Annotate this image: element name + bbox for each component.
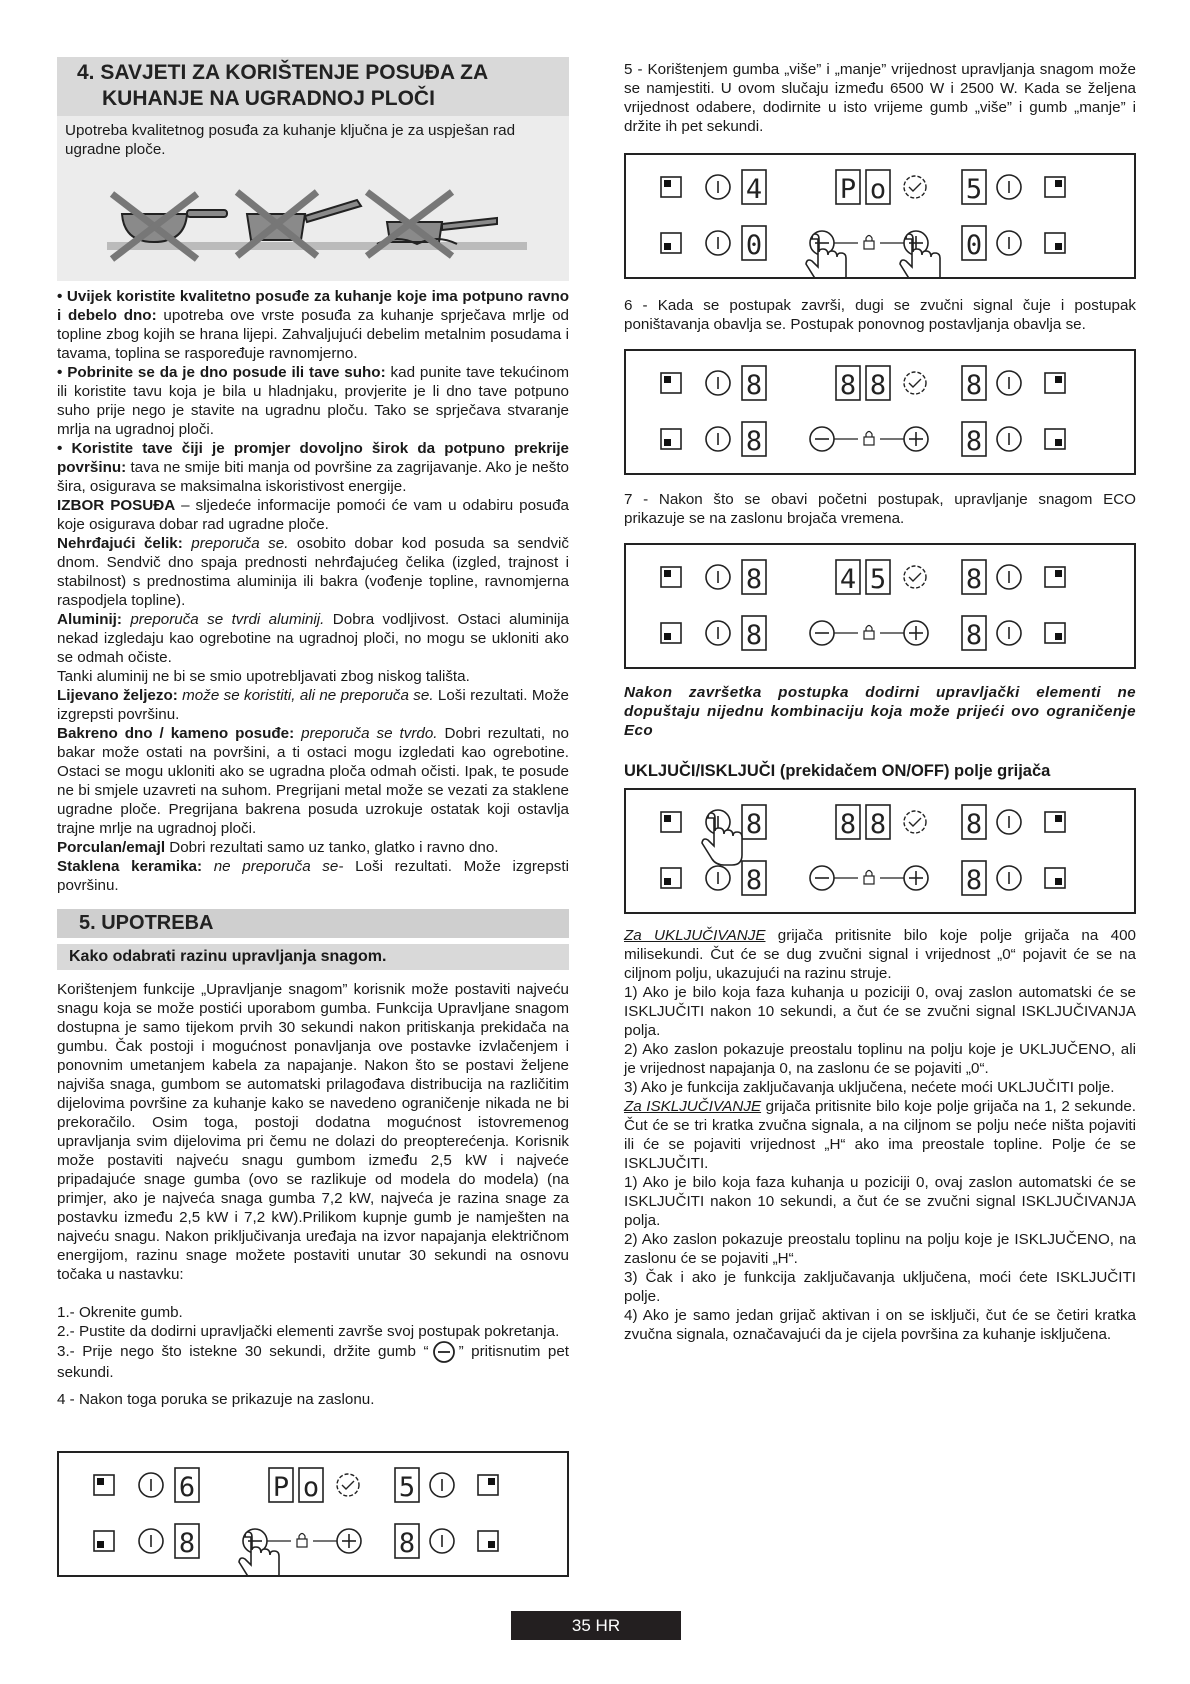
zone-top-left-icon: [94, 1475, 114, 1495]
zone-top-left-icon: [661, 177, 681, 197]
svg-text:o: o: [302, 1472, 320, 1503]
zone-top-left-icon: [661, 812, 681, 832]
plus-button-icon[interactable]: [904, 621, 928, 645]
power-bottom-left-icon[interactable]: [706, 621, 730, 645]
power-top-left-icon[interactable]: [706, 175, 730, 199]
svg-text:8: 8: [839, 370, 857, 401]
svg-text:8: 8: [965, 564, 983, 595]
zone-top-left-icon: [661, 567, 681, 587]
intro-text: Upotreba kvalitetnog posuđa za kuhanje ključna je za uspješan rad ugradne ploče.: [65, 122, 516, 158]
hand-pointer-icon: [702, 813, 742, 865]
zone-top-right-icon: [1045, 567, 1065, 587]
power-bottom-right-icon[interactable]: [997, 427, 1021, 451]
power-top-right-icon[interactable]: [997, 371, 1021, 395]
display-bottom-left: [742, 861, 766, 896]
svg-text:4: 4: [839, 564, 857, 595]
svg-text:8: 8: [965, 809, 983, 840]
control-panel-step7: [624, 543, 1136, 669]
svg-text:8: 8: [178, 1528, 196, 1559]
right-column: 5 - Korištenjem gumba „više” i „manje” vrijednost upravljanja snagom može se namjestiti. U ovom slučaju između 6500 W i 2500 W. Kada se željena vrijednost odabere, dodirnite u isto vrijeme gumb „više” i gumb „manje” i držite ih pet sekundi.: [624, 61, 1136, 135]
zone-top-right-icon: [478, 1475, 498, 1495]
hand-pointer-plus-icon: [900, 234, 940, 277]
lock-icon[interactable]: [864, 871, 874, 885]
display-top-left: [742, 170, 766, 205]
power-top-right-icon[interactable]: [997, 810, 1021, 834]
svg-text:8: 8: [965, 370, 983, 401]
zone-bottom-left-icon: [94, 1531, 114, 1551]
svg-text:8: 8: [965, 620, 983, 651]
control-panel-step6: [624, 349, 1136, 475]
timer-icon[interactable]: [337, 1474, 359, 1496]
display-bottom-right: [962, 422, 986, 457]
svg-text:8: 8: [398, 1528, 416, 1559]
display-center-2: [866, 170, 890, 205]
hand-pointer-minus-icon: [806, 234, 846, 277]
display-top-left: [742, 805, 766, 840]
eco-note: Nakon završetka postupka dodirni upravljački elementi ne dopuštaju nijednu kombinaciju koja može prijeći ovo ograničenje Eco: [624, 684, 1136, 739]
zone-bottom-left-icon: [661, 233, 681, 253]
display-top-right: [962, 805, 986, 840]
svg-text:8: 8: [965, 865, 983, 896]
section-5-subheading: Kako odabrati razinu upravljanja snagom.: [57, 944, 569, 970]
display-center-1: [836, 560, 860, 595]
zone-top-right-icon: [1045, 177, 1065, 197]
timer-icon[interactable]: [904, 372, 926, 394]
display-top-left: [175, 1468, 199, 1503]
control-panel-step4: [57, 1451, 569, 1577]
power-bottom-right-icon[interactable]: [997, 231, 1021, 255]
lock-icon[interactable]: [864, 626, 874, 640]
cookware-illustration: [57, 174, 557, 264]
svg-text:8: 8: [745, 809, 763, 840]
svg-text:8: 8: [745, 564, 763, 595]
hand-pointer-icon: [239, 1532, 279, 1575]
display-top-left: [742, 560, 766, 595]
power-bottom-right-icon[interactable]: [430, 1529, 454, 1553]
power-bottom-left-icon[interactable]: [706, 231, 730, 255]
timer-icon[interactable]: [904, 176, 926, 198]
zone-bottom-left-icon: [661, 623, 681, 643]
zone-bottom-right-icon: [478, 1531, 498, 1551]
display-bottom-right: [962, 226, 986, 261]
display-center-2: [299, 1468, 323, 1503]
minus-button-icon[interactable]: [810, 866, 834, 890]
display-bottom-left: [175, 1524, 199, 1559]
plus-button-icon[interactable]: [904, 866, 928, 890]
control-panel-step5: [624, 153, 1136, 279]
svg-text:o: o: [869, 174, 887, 205]
power-top-right-icon[interactable]: [997, 565, 1021, 589]
timer-icon[interactable]: [904, 811, 926, 833]
power-bottom-left-icon[interactable]: [139, 1529, 163, 1553]
power-bottom-left-icon[interactable]: [706, 866, 730, 890]
power-top-left-icon[interactable]: [706, 371, 730, 395]
svg-text:8: 8: [965, 426, 983, 457]
zone-bottom-left-icon: [661, 429, 681, 449]
display-bottom-left: [742, 422, 766, 457]
svg-text:0: 0: [745, 230, 763, 261]
power-management-text: Korištenjem funkcije „Upravljanje snagom” korisnik može postaviti najveću snagu koja se može postići uporabom gumba. Funkcija Upravljane snagom dostupna je samo tijekom prvih 30 sekundi nakon pritiskanja prekidača na gumbu. Čak postoji i mogućnost ponavljanja ove postavke izvlačenjem i ponovnim umetanjem kabela za napajanje. Nakon što se postavi željene najviša snaga, gumbom se automatski prilagođava distribucija na različitim dijelovima površine za kuhanje kako se navedeno ograničenje nikada ne bi prekoračilo. Osim toga, postoji dodatna mogućnost istovremenog upravljanja svim dijelovima pri čemu ne dolazi do preopterećenja. Korisnik može postaviti najveću snagu gumbom između 2,5 kW i najveće pripadajuće snage gumba (ovo se razlikuje od modela do modela) (na primjer, ako je najveća snaga gumba 7,2 kW, najveća je razina snage za postavku između 2,5 kW i 7,2 kW).Prilikom kupnje gumb je namješten na najveću snagu. Nakon priključivanja uređaja na izvor napajanja električnom energijom, razinu snage možete postaviti unutar 30 sekundi na osnovu točaka u nastavku:: [57, 981, 569, 1283]
power-top-left-icon[interactable]: [706, 565, 730, 589]
intro-box: [57, 116, 569, 281]
on-off-text: Za UKLJUČIVANJE grijača pritisnite bilo koje polje grijača na 400 milisekundi. Čut će se dug zvučni signal i vrijednost „0“ pojavit će se na ciljnom polju, ukazujući na razinu struje. 1) Ako je bilo koja faza kuhanja u poziciji 0, ovaj zaslon automatski će se ISKLJUČITI nakon 10 sekundi, a čut će se zvučni signal ISKLJUČIVANJA polja. 2) Ako zaslon pokazuje preostalu toplinu na polju koje je UKLJUČENO, ali je vrijednost napajanja 0, na zaslonu će se pojaviti „0“. 3) Ako je funkcija zaključavanja uključena, nećete moći UKLJUČITI polje. Za ISKLJUČIVANJE grijača pritisnite bilo koje polje grijača na 1, 2 sekunde. Čut će se tri kratka zvučna signala, a na ciljnom se polju neće ništa pojaviti ili će se pojaviti vrijednost „H“ ako ima preostale topline. Polje će se ISKLJUČITI. 1) Ako je bilo koja faza kuhanja u poziciji 0, ovaj zaslon automatski će se ISKLJUČITI nakon 10 sekundi, a čut će se zvučni signal ISKLJUČIVANJA polja. 2) Ako zaslon pokazuje preostalu toplinu na polju koje je ISKLJUČENO, na zaslonu će se pojaviti „H“. 3) Čak i ako je funkcija zaključavanja uključena, moći ćete ISKLJUČITI polje. 4) Ako je samo jedan grijač aktivan i on se isključi, čut će se četiri kratka zvučna signala, označavajući da je cijela površina za kuhanje isključena.: [624, 927, 1136, 1343]
svg-text:5: 5: [398, 1472, 416, 1503]
lock-icon[interactable]: [297, 1534, 307, 1548]
svg-text:6: 6: [178, 1472, 196, 1503]
display-bottom-left: [742, 226, 766, 261]
minus-icon: [429, 1341, 459, 1363]
zone-bottom-right-icon: [1045, 868, 1065, 888]
display-bottom-right: [962, 861, 986, 896]
display-bottom-left: [742, 616, 766, 651]
svg-text:8: 8: [869, 370, 887, 401]
zone-bottom-right-icon: [1045, 623, 1065, 643]
svg-text:8: 8: [745, 426, 763, 457]
plus-button-icon[interactable]: [904, 427, 928, 451]
timer-icon[interactable]: [904, 566, 926, 588]
display-center-1: [836, 805, 860, 840]
display-top-left: [742, 366, 766, 401]
left-column: 4. SAVJETI ZA KORIŠTENJE POSUĐA ZA KUHANJE NA UGRADNOJ PLOČI Upotreba kvalitetnog posuđa za kuhanje ključna je za uspješan rad ugradne ploče. • Uvijek koristite kvalitetno posuđe za kuhanje koje ima potpuno ravno i debelo dno: upotreba ove vrste posuđa za kuhanje sprječava mrlje od topline zbog kojih se hrana lijepi. Zahvaljujući debelim metalnim posudama i tavama, toplina se raspoređuje ravnomjerno. • Pobrinite se da je dno posude ili tave suho: kad punite tave tekućinom ili koristite tavu koja je bila u hladnjaku, provjerite je li dno tave potpuno suho prije nego je stavite na ugradnu ploču. Tako se sprječava stvaranje mrlja na ugradnoj ploči. • Koristite tave čiji je promjer dovoljno širok da potpuno prekrije površinu: tava ne smije biti manja od površine za zagrijavanje. Ako je nešto šira, osigurava se maksimalna iskoristivost energije. IZBOR POSUĐA – sljedeće informacije pomoći će vam u odabiru posuđa koje osigurava dobar rad ugradne ploče. Nehrđajući čelik: preporuča se. osobito dobar kod posuda sa sendvič dnom. Sendvič dno spaja prednosti nehrđajućeg čelika (izgled, trajnost i stabilnost) s prednostima aluminija ili bakra (vođenje topline, ravnomjerna raspodjela topline). Aluminij: preporuča se tvrdi aluminij. Dobra vodljivost. Ostaci aluminija nekad izgledaju kao ogrebotine na ugradnoj ploči, no mogu se ukloniti ako se odmah očiste. Tanki aluminij ne bi se smio upotrebljavati zbog niskog tališta. Lijevano željezo: može se koristiti, ali ne preporuča se. Loši rezultati. Može izgrepsti površinu. Bakreno dno / kameno posuđe: preporuča se tvrdo. Dobri rezultati, no bakar može ostati na površini, a ti ostaci mogu izgledati kao ogrebotine. Ostaci se mogu ukloniti ako se ugradna ploča odmah očisti. Ipak, te posude ne bi smjele uzavreti na suhom. Pregrijani metal može se vezati za staklene ugradne ploče. Pregrijana bakrena posuda uzrokuje ostatak koji ostavlja trajne mrlje na ugradnoj ploči. Porculan/emajl Dobri rezultati samo uz tanko, glatko i ravno dno. Staklena keramika: ne preporuča se- Loši rezultati. Može izgrepsti površinu. 5. UPOTREBA Kako odabrati razinu upravljanja snagom. Korištenjem funkcije „Upravljanje snagom” korisnik može postaviti najveću snagu koja se može postići uporabom gumba. Funkcija Upravljane snagom dostupna je samo tijekom prvih 30 sekundi nakon pritiskanja prekidača na gumbu. Čak postoji i mogućnost ponavljanja ove postavke izvlačenjem i ponovnim umetanjem kabela za napajanje. Nakon što se postavi željene najviša snaga, gumbom se automatski prilagođava distribucija na različitim dijelovima površine za kuhanje kako se navedeno ograničenje nikada ne bi prekoračilo. Osim toga, postoji dodatna mogućnost istovremenog upravljanja svim dijelovima pri čemu ne dolazi do preopterećenja. Korisnik može postaviti najveću snagu gumbom između 2,5 kW i najveće pripadajuće snage gumba (ovo se razlikuje od modela do modela) (na primjer, ako je najveća snaga gumba 7,2 kW, najveća je razina snage za postavku između 2,5 kW i 7,2 kW).Prilikom kupnje gumb je namješten na najveću snagu. Nakon priključivanja uređaja na izvor napajanja električnom energijom, razinu snage možete postaviti unutar 30 sekundi na osnovu točaka u nastavku: 1.- Okrenite gumb. 2.- Pustite da dodirni upravljački elementi završe svoj postupak pokretanja. 3.- Prije nego što istekne 30 sekundi, držite gumb “ ” pritisnutim pet sekundi. 4 - Nakon toga poruka se prikazuje na zaslonu.: [57, 57, 569, 1409]
svg-text:8: 8: [869, 809, 887, 840]
plus-button-icon[interactable]: [337, 1529, 361, 1553]
display-center-1: [836, 366, 860, 401]
power-top-left-icon[interactable]: [139, 1473, 163, 1497]
display-top-right: [395, 1468, 419, 1503]
zone-bottom-left-icon: [661, 868, 681, 888]
svg-text:4: 4: [745, 174, 763, 205]
minus-button-icon[interactable]: [810, 621, 834, 645]
svg-text:5: 5: [869, 564, 887, 595]
display-center-1: [269, 1468, 293, 1503]
display-top-right: [962, 170, 986, 205]
zone-top-left-icon: [661, 373, 681, 393]
power-bottom-right-icon[interactable]: [997, 866, 1021, 890]
svg-text:5: 5: [965, 174, 983, 205]
page-number: 35 HR: [511, 1611, 681, 1640]
svg-text:8: 8: [745, 370, 763, 401]
zone-top-right-icon: [1045, 812, 1065, 832]
lock-icon[interactable]: [864, 432, 874, 446]
display-center-1: [836, 170, 860, 205]
section-5-heading: 5. UPOTREBA: [57, 909, 569, 938]
minus-button-icon[interactable]: [810, 427, 834, 451]
svg-text:P: P: [839, 174, 857, 205]
display-center-2: [866, 366, 890, 401]
zone-bottom-right-icon: [1045, 429, 1065, 449]
svg-text:P: P: [272, 1472, 290, 1503]
on-off-heading: UKLJUČI/ISKLJUČI (prekidačem ON/OFF) polje grijača: [624, 762, 1051, 780]
display-top-right: [962, 560, 986, 595]
control-panel-onoff: [624, 788, 1136, 914]
display-bottom-right: [395, 1524, 419, 1559]
display-top-right: [962, 366, 986, 401]
lock-icon[interactable]: [864, 236, 874, 250]
display-bottom-right: [962, 616, 986, 651]
svg-text:8: 8: [839, 809, 857, 840]
power-top-right-icon[interactable]: [430, 1473, 454, 1497]
power-bottom-right-icon[interactable]: [997, 621, 1021, 645]
svg-text:8: 8: [745, 620, 763, 651]
zone-top-right-icon: [1045, 373, 1065, 393]
zone-bottom-right-icon: [1045, 233, 1065, 253]
display-center-2: [866, 805, 890, 840]
display-center-2: [866, 560, 890, 595]
svg-text:0: 0: [965, 230, 983, 261]
power-top-right-icon[interactable]: [997, 175, 1021, 199]
power-bottom-left-icon[interactable]: [706, 427, 730, 451]
section-4-heading: 4. SAVJETI ZA KORIŠTENJE POSUĐA ZA KUHANJE NA UGRADNOJ PLOČI: [57, 57, 569, 116]
cookware-tips: • Uvijek koristite kvalitetno posuđe za kuhanje koje ima potpuno ravno i debelo dno: upotreba ove vrste posuđa za kuhanje sprječava mrlje od topline zbog kojih se hrana lijepi. Zahvaljujući debelim metalnim posudama i tavama, toplina se raspoređuje ravnomjerno. • Pobrinite se da je dno posude ili tave suho: kad punite tave tekućinom ili koristite tavu koja je bila u hladnjaku, provjerite je li dno tave potpuno suho prije nego je stavite na ugradnu ploču. Tako se sprječava stvaranje mrlja na ugradnoj ploči. • Koristite tave čiji je promjer dovoljno širok da potpuno prekrije površinu: tava ne smije biti manja od površine za zagrijavanje. Ako je nešto šira, osigurava se maksimalna iskoristivost energije. IZBOR POSUĐA – sljedeće informacije pomoći će vam u odabiru posuđa koje osigurava dobar rad ugradne ploče. Nehrđajući čelik: preporuča se. osobito dobar kod posuda sa sendvič dnom. Sendvič dno spaja prednosti nehrđajućeg čelika (izgled, trajnost i stabilnost) s prednostima aluminija ili bakra (vođenje topline, ravnomjerna raspodjela topline). Aluminij: preporuča se tvrdi aluminij. Dobra vodljivost. Ostaci aluminija nekad izgledaju kao ogrebotine na ugradnoj ploči, no mogu se ukloniti ako se odmah očiste. Tanki aluminij ne bi se smio upotrebljavati zbog niskog tališta. Lijevano željezo: može se koristiti, ali ne preporuča se. Loši rezultati. Može izgrepsti površinu. Bakreno dno / kameno posuđe: preporuča se tvrdo. Dobri rezultati, no bakar može ostati na površini, a ti ostaci mogu izgledati kao ogrebotine. Ostaci se mogu ukloniti ako se ugradna ploča odmah očisti. Ipak, te posude ne bi smjele uzavreti na suhom. Pregrijani metal može se vezati za staklene ugradne ploče. Pregrijana bakrena posuda uzrokuje ostatak koji ostavlja trajne mrlje na ugradnoj ploči. Porculan/emajl Dobri rezultati samo uz tanko, glatko i ravno dno. Staklena keramika: ne preporuča se- Loši rezultati. Može izgrepsti površinu.: [57, 288, 570, 894]
svg-text:8: 8: [745, 865, 763, 896]
